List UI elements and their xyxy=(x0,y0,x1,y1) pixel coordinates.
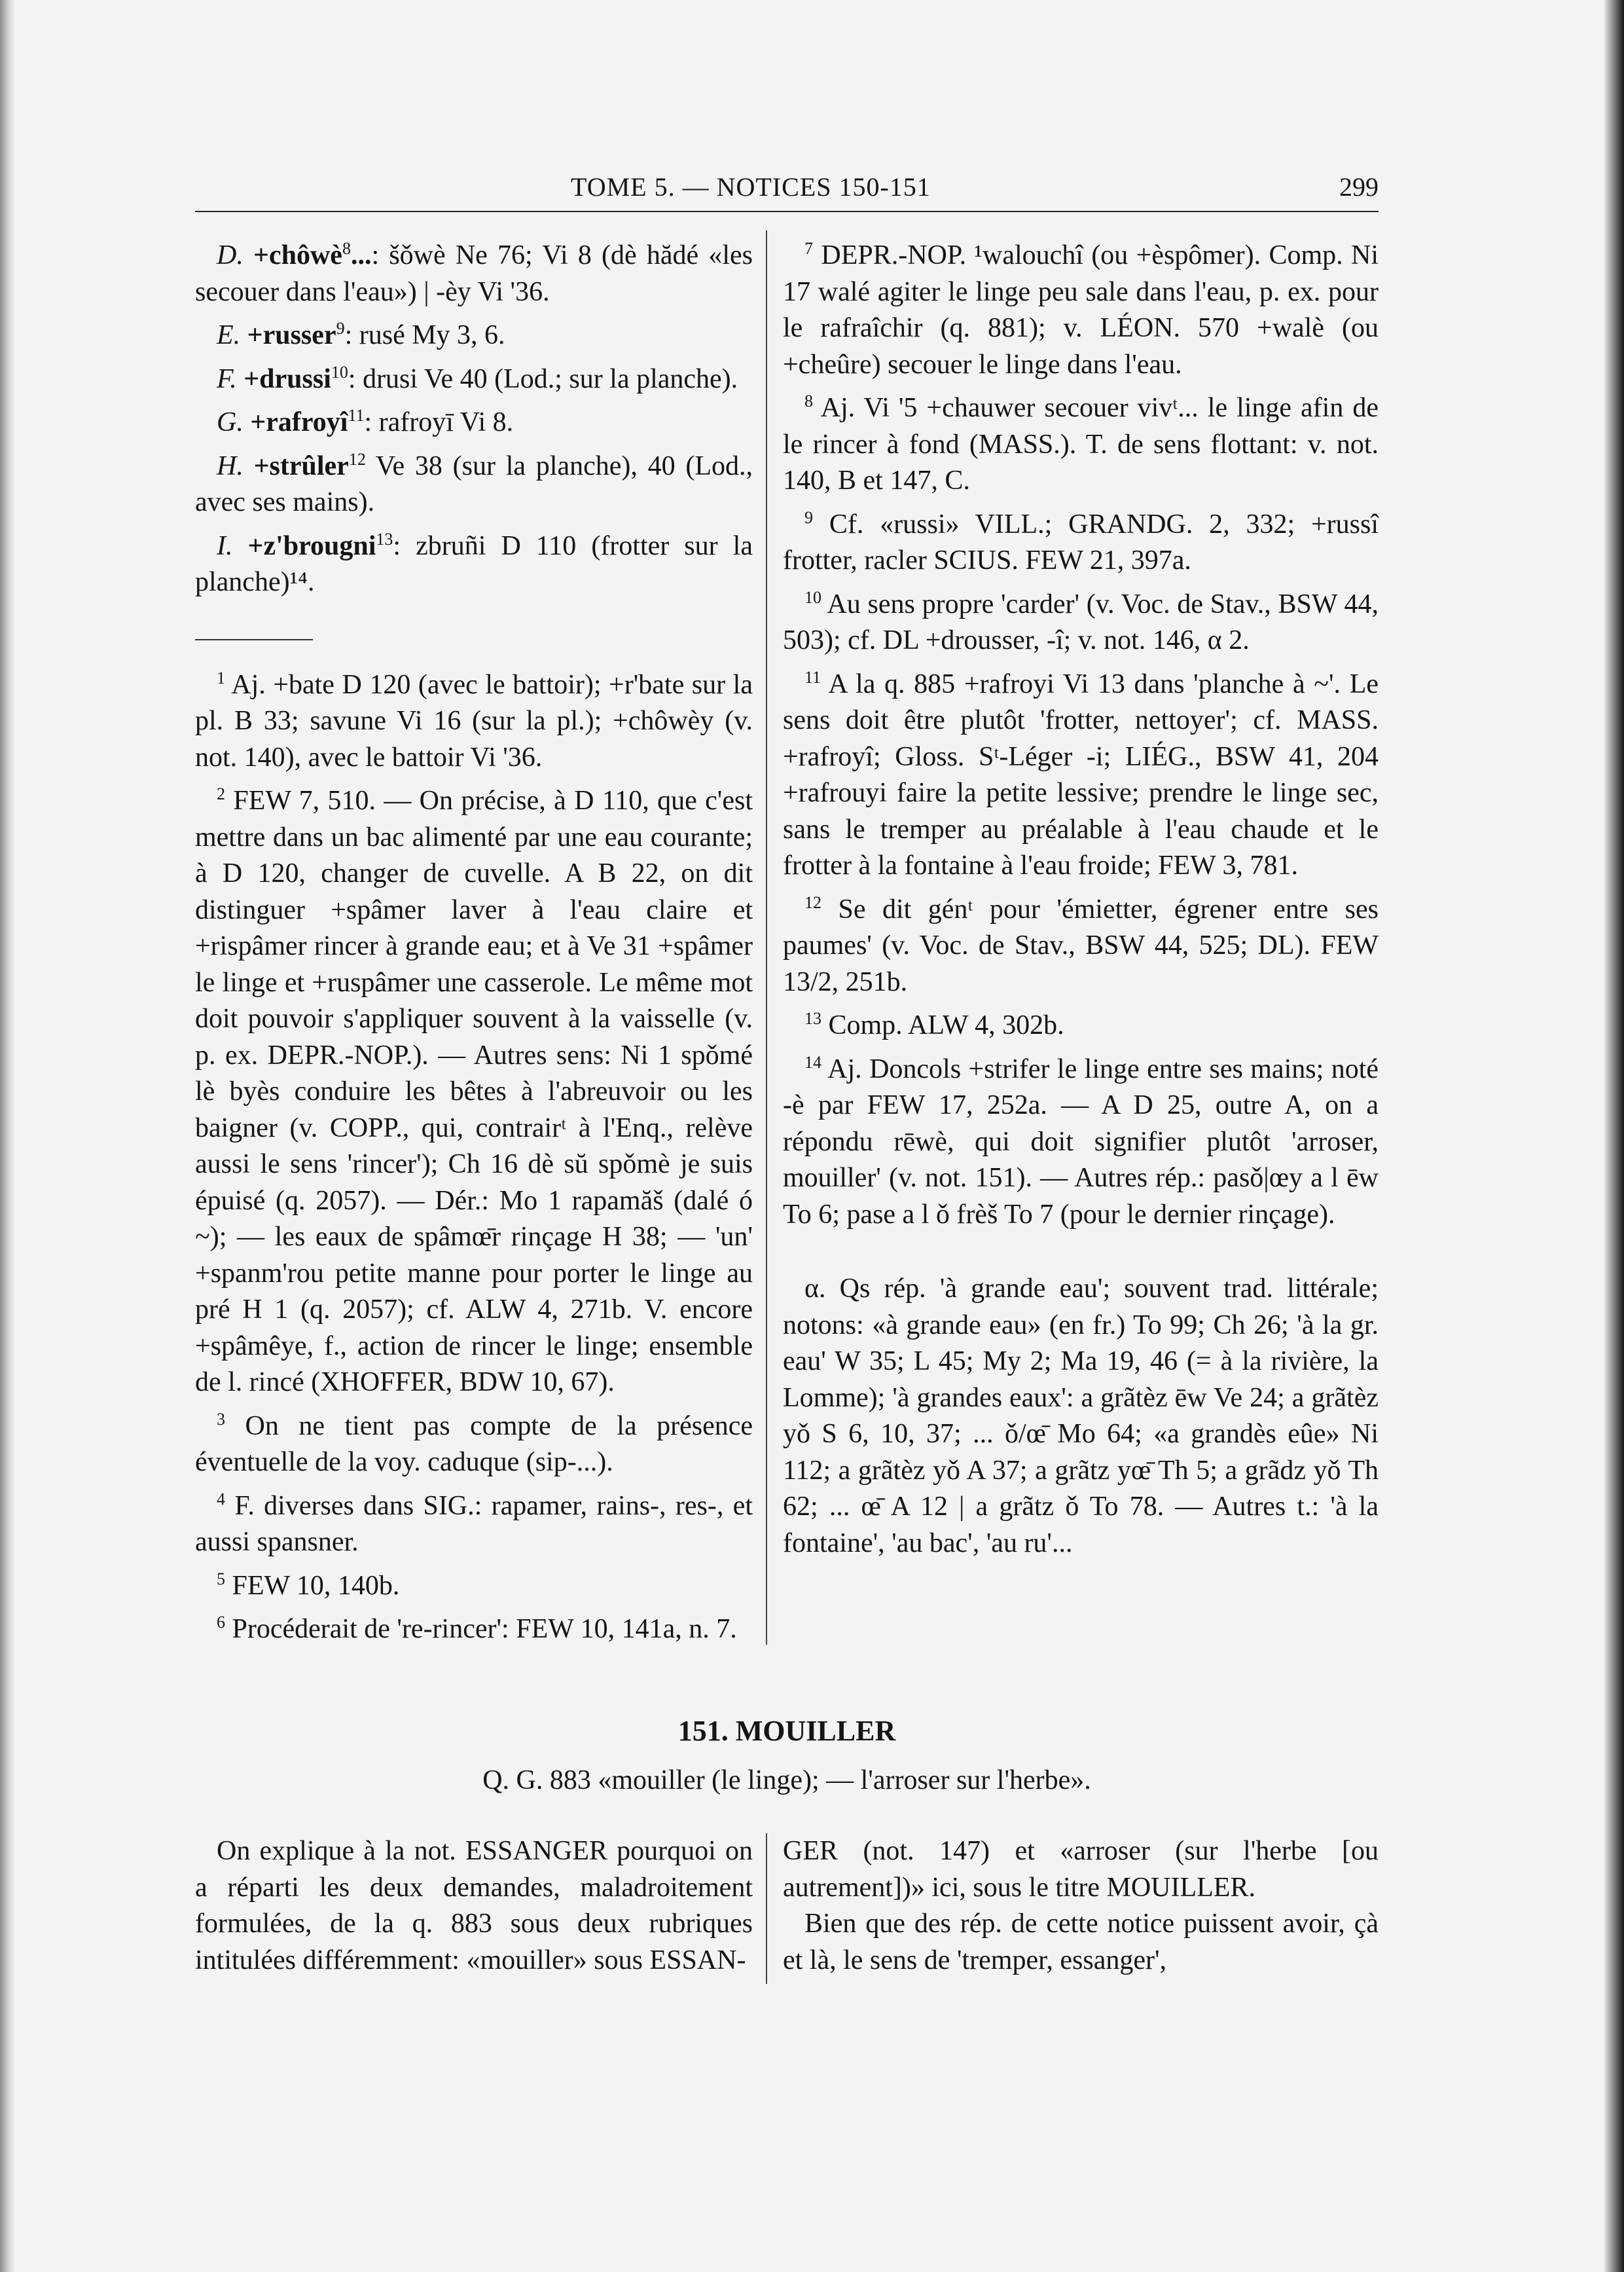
footnote-text: Procéderait de 're-rincer': FEW 10, 141a, n. 7. xyxy=(232,1614,737,1644)
footnote-text: On ne tient pas compte de la présence éventuelle de la voy. caduque (sip-...). xyxy=(195,1410,753,1477)
footnote-text: Comp. ALW 4, 302b. xyxy=(828,1010,1064,1040)
running-head xyxy=(195,172,1379,211)
entry-letter: I. xyxy=(217,530,233,561)
footnote xyxy=(783,885,1379,1001)
entry-text: : zbruñi D 110 (frotter sur la planche)¹⁴. xyxy=(195,530,753,597)
entry-headword: +drussi xyxy=(244,363,331,394)
footnote xyxy=(195,1561,753,1605)
footnote-ref: 11 xyxy=(348,406,365,425)
footnote-number: 4 xyxy=(217,1489,225,1509)
footnote-number: 13 xyxy=(804,1009,821,1028)
footnote-rule xyxy=(195,639,313,640)
page-number: 299 xyxy=(1339,172,1379,202)
footnote xyxy=(195,1401,753,1481)
entry-4 xyxy=(195,441,753,521)
section-title: 151. MOUILLER xyxy=(677,1715,896,1747)
footnote-number: 3 xyxy=(217,1409,225,1429)
section-question: Q. G. 883 «mouiller (le linge); — l'arroser sur l'herbe». xyxy=(482,1765,1091,1795)
entry-letter: G. xyxy=(217,407,244,437)
footnote-text: FEW 7, 510. — On précise, à D 110, que c'est mettre dans un bac alimenté par une eau courante; à D 120, changer de cuvelle. A B 22, on dit distinguer +spâmer laver à l'eau claire et +rispâmer rincer à grande eau; et à Ve 31 +spâmer le linge et +ruspâmer une casserole. Le même mot doit pouvoir s'appliquer souvent à la vaisselle (v. p. ex. DEPR.-NOP.). — Autres sens: Ni 1 spǒmé lè byès conduire les bêtes à l'abreuvoir ou les baigner (v. COPP., qui, contrairᵗ à l'Enq., relève aussi le sens 'rincer'); Ch 16 dè sŭ spǒmè je suis épuisé (q. 2057). — Dér.: Mo 1 rapamăš (dalé ó ~); — les eaux de spâmœ̄r rinçage H 38; — 'un' +spanm'rou petite manne pour porter le linge au pré H 1 (q. 2057); cf. ALW 4, 271b. V. encore +spâmêye, f., action de rincer le linge; ensemble de l. rincé (XHOFFER, BDW 10, 67). xyxy=(195,786,753,1397)
footnote xyxy=(195,660,753,777)
section-paragraph-1: On explique à la not. ESSANGER pourquoi on a réparti les deux demandes, maladroitement formulées, de la q. 883 sous deux rubriques intitulées différemment: «mouiller» sous ESSAN- xyxy=(195,1836,753,1975)
footnote-text: A la q. 885 +rafroyi Vi 13 dans 'planche à ~'. Le sens doit être plutôt 'frotter, nettoyer'; cf. MASS. +rafroyî; Gloss. Sᵗ-Léger -i; LIÉG., BSW 41, 204 +rafrouyi faire la petite lessive; prendre le linge sec, sans le tremper au préalable à l'eau chaude et le frotter à la fontaine à l'eau froide; FEW 3, 781. xyxy=(783,669,1379,881)
footnote-text: DEPR.-NOP. ¹walouchî (ou +èspômer). Comp. Ni 17 walé agiter le linge peu sale dans l'eau, p. ex. pour le rafraîchir (q. 881); v. LÉON. 570 +walè (ou +cheûre) secouer le linge dans l'eau. xyxy=(783,240,1379,380)
entry-letter: H. xyxy=(217,450,244,481)
section-left-column xyxy=(195,1833,753,1979)
footnote-ref: 12 xyxy=(348,449,366,469)
footnote-number: 10 xyxy=(804,587,821,607)
footnote-number: 2 xyxy=(217,784,225,803)
footnote-text: Au sens propre 'carder' (v. Voc. de Stav., BSW 44, 503); cf. DL +drousser, -î; v. not. 146, α 2. xyxy=(783,589,1379,655)
footnote xyxy=(783,1044,1379,1234)
entry-headword: +z'brougni xyxy=(247,530,376,561)
footnote xyxy=(783,230,1379,383)
entry-suffix: ... xyxy=(350,240,372,270)
footnote-text: FEW 10, 140b. xyxy=(232,1570,400,1601)
header-rule xyxy=(195,211,1379,212)
entry-list xyxy=(195,230,753,601)
footnote xyxy=(783,383,1379,500)
entry-letter: E. xyxy=(217,320,241,350)
section-column-divider xyxy=(766,1833,767,1984)
entry-2 xyxy=(195,354,753,398)
entry-text: : rusé My 3, 6. xyxy=(344,320,505,350)
left-footnotes xyxy=(195,660,753,1648)
section-paragraph-1-cont: GER (not. 147) et «arroser (sur l'herbe [ou autrement])» ici, sous le titre MOUILLER. xyxy=(783,1836,1379,1903)
footnote-text: F. diverses dans SIG.: rapamer, rains-, res-, et aussi spansner. xyxy=(195,1490,753,1557)
entry-headword: +rafroyî xyxy=(250,407,348,437)
alpha-note: α. Qs rép. 'à grande eau'; souvent trad. littérale; notons: «à grande eau» (en fr.) To 99; Ch 26; 'à la gr. eau' W 35; L 45; My 2; Ma 19, 46 (= à la rivière, la Lomme); 'à grandes eaux': a grãtèz ēw Ve 24; a grãtèz yǒ S 6, 10, 37; ... ǒ/œ̄ Mo 64; «a grandès eûe» Ni 112; a grãtèz yǒ A 37; a grãtz yœ̄ Th 5; a grãdz yǒ Th 62; ... œ̄ A 12 | a grãtz ǒ To 78. — Autres t.: 'à la fontaine', 'au bac', 'au ru'... xyxy=(783,1273,1379,1558)
entry-headword: +russer xyxy=(247,320,336,350)
right-footnotes xyxy=(783,230,1379,1233)
footnote-ref: 13 xyxy=(376,529,393,549)
footnote-ref: 10 xyxy=(331,362,348,382)
footnote-number: 9 xyxy=(804,507,813,527)
entry-letter: F. xyxy=(217,363,237,394)
footnote-number: 14 xyxy=(804,1052,821,1072)
entry-5 xyxy=(195,521,753,601)
entry-headword: +strûler xyxy=(253,450,349,481)
entry-3 xyxy=(195,397,753,441)
section-paragraph-2: Bien que des rép. de cette notice puissent avoir, çà et là, le sens de 'tremper, essanger', xyxy=(783,1909,1379,1975)
footnote-number: 5 xyxy=(217,1569,225,1588)
entry-0 xyxy=(195,230,753,310)
right-column xyxy=(783,230,1379,1562)
entry-headword: +chôwè xyxy=(253,240,342,270)
footnote xyxy=(783,659,1379,885)
left-column xyxy=(195,230,753,1648)
footnote xyxy=(195,776,753,1401)
entry-letter: D. xyxy=(217,240,244,270)
footnote-ref: 9 xyxy=(336,319,345,338)
entry-text: : drusi Ve 40 (Lod.; sur la planche). xyxy=(348,363,738,394)
section-right-column xyxy=(783,1833,1379,1979)
footnote xyxy=(783,500,1379,579)
entry-text: : rafroyī Vi 8. xyxy=(364,407,514,437)
footnote-text: Aj. Doncols +strifer le linge entre ses mains; noté -è par FEW 17, 252a. — A D 25, outre A, on a répondu rēwè, qui doit signifier plutôt 'arroser, mouiller' (v. not. 151). — Autres rép.: pasǒ|œy a l ēw To 6; pase a l ǒ frèš To 7 (pour le dernier rinçage). xyxy=(783,1054,1379,1230)
entry-text: : šǒwè Ne 76; Vi 8 (dè hădé «les secouer dans l'eau») | -èy Vi '36. xyxy=(195,240,753,307)
footnote xyxy=(195,1481,753,1561)
footnote-number: 8 xyxy=(804,392,813,411)
footnote-number: 1 xyxy=(217,668,225,687)
entry-1 xyxy=(195,310,753,354)
footnote-text: Aj. +bate D 120 (avec le battoir); +r'bate sur la pl. B 33; savune Vi 16 (sur la pl.); +chôwèy (v. not. 140), avec le battoir Vi '36. xyxy=(195,669,753,773)
footnote-text: Aj. Vi '5 +chauwer secouer vivᵗ... le linge afin de le rincer à fond (MASS.). T. de sens flottant: v. not. 140, B et 147, C. xyxy=(783,393,1379,496)
footnote xyxy=(195,1604,753,1648)
running-title: TOME 5. — NOTICES 150-151 xyxy=(571,172,931,202)
footnote-text: Se dit génᵗ pour 'émietter, égrener entre ses paumes' (v. Voc. de Stav., BSW 44, 525; DL). FEW 13/2, 251b. xyxy=(783,894,1379,997)
entry-text: Ve 38 (sur la planche), 40 (Lod., avec ses mains). xyxy=(195,450,753,517)
footnote-number: 11 xyxy=(804,667,821,687)
footnote xyxy=(783,579,1379,659)
footnote-number: 6 xyxy=(217,1613,225,1632)
footnote-number: 12 xyxy=(804,892,821,912)
footnote-ref: 8 xyxy=(342,239,351,258)
footnote-number: 7 xyxy=(804,239,813,258)
footnote-text: Cf. «russi» VILL.; GRANDG. 2, 332; +russî frotter, racler SCIUS. FEW 21, 397a. xyxy=(783,509,1379,576)
column-divider xyxy=(766,230,767,1645)
footnote xyxy=(783,1000,1379,1044)
